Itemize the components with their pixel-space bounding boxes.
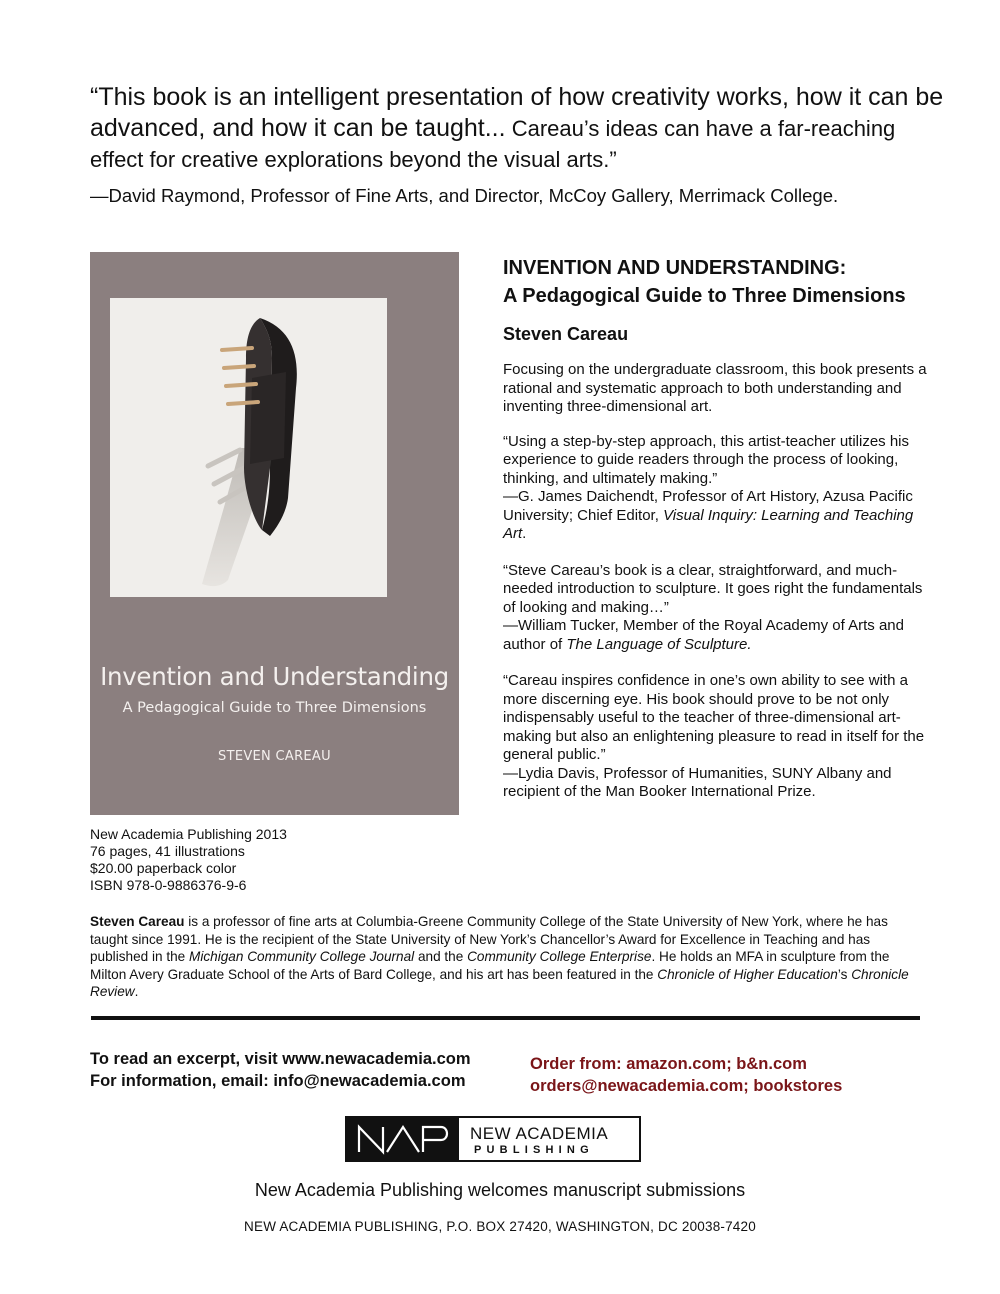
bio-text: and the	[414, 949, 468, 965]
contact-info	[90, 1048, 530, 1092]
isbn: ISBN 978-0-9886376-9-6	[90, 877, 247, 893]
reviews	[503, 361, 933, 802]
bio-italic: Community College Enterprise	[467, 949, 652, 965]
publisher-address: NEW ACADEMIA PUBLISHING, P.O. BOX 27420, WASHINGTON, DC 20038-7420	[244, 1219, 756, 1234]
review-1	[503, 433, 933, 544]
review-quote: “Using a step-by-step approach, this artist-teacher utilizes his experience to guide readers through the process of looking, thinking, and ultimately making.”	[503, 432, 910, 487]
logo-mark	[347, 1118, 459, 1160]
book-description: Focusing on the undergraduate classroom, this book presents a rational and systematic approach to both understanding and inventing three-dimensional art.	[503, 361, 927, 415]
review-2	[503, 562, 933, 655]
bio-text: .	[134, 984, 139, 1000]
logo-name: NEW ACADEMIA	[470, 1124, 609, 1143]
order-email[interactable]: orders@newacademia.com; bookstores	[530, 1077, 843, 1095]
order-sites[interactable]: Order from: amazon.com; b&n.com	[530, 1055, 807, 1073]
publisher-logo	[345, 1116, 641, 1162]
bio-italic: Michigan Community College Journal	[189, 949, 415, 965]
top-quote-attribution: —David Raymond, Professor of Fine Arts, and Director, McCoy Gallery, Merrimack College.	[90, 185, 839, 206]
bio-text: is a professor of fine arts at Columbia-Greene Community College of the State University of New York, where he has taught since 1991. He is the recipient of the State University of New York’s Chancellor’s Award for Excellence in Teaching and has published in the	[90, 914, 888, 965]
price: $20.00 paperback color	[90, 860, 237, 876]
info-email[interactable]: For information, email: info@newacademia.com	[90, 1072, 466, 1090]
cover-author: STEVEN CAREAU	[218, 749, 331, 764]
excerpt-link[interactable]: To read an excerpt, visit www.newacademia.com	[90, 1050, 471, 1068]
divider	[91, 1016, 920, 1020]
review-quote: “Careau inspires confidence in one’s own ability to see with a more discerning eye. His book should prove to be not only indispensably useful to the teacher of three-dimensional art-making but also an enlightening pleasure to read in itself for the general public.”	[503, 672, 925, 763]
book-title-line1: INVENTION AND UNDERSTANDING:	[503, 257, 847, 279]
book-author: Steven Careau	[503, 324, 629, 344]
bio-text: ’s	[837, 966, 852, 982]
book-title-line2: A Pedagogical Guide to Three Dimensions	[503, 285, 906, 307]
top-quote	[90, 82, 950, 175]
top-quote-part2: Careau’s ideas can have a far-reaching effect for creative explorations beyond the visual arts.”	[90, 116, 896, 172]
bio-text: . He holds an MFA in sculpture from the Milton Avery Graduate School of the Arts of Bard College, and his art has been featured in the	[90, 949, 890, 982]
book-details	[503, 254, 933, 813]
top-quote-part1: “This book is an intelligent presentation of how creativity works, how it can be advanced, and how it can be taught...	[90, 83, 944, 142]
review-attribution: —William Tucker, Member of the Royal Academy of Arts and author of	[503, 617, 904, 653]
submissions-note: New Academia Publishing welcomes manuscript submissions	[254, 1180, 746, 1200]
cover-title: Invention and Understanding	[100, 662, 449, 691]
order-info	[530, 1053, 950, 1097]
publisher-year: New Academia Publishing 2013	[90, 826, 287, 842]
publication-info	[90, 826, 470, 894]
cover-photo	[110, 298, 387, 597]
review-quote: “Steve Careau’s book is a clear, straightforward, and much-needed introduction to sculpture. It goes right the fundamentals of looking and making…”	[503, 561, 923, 616]
review-attribution: —Lydia Davis, Professor of Humanities, SUNY Albany and recipient of the Man Booker International Prize.	[503, 764, 892, 800]
book-cover	[90, 252, 459, 815]
nap-logo-icon	[347, 1118, 459, 1160]
review-attribution-end: .	[522, 525, 527, 542]
logo-subname: PUBLISHING	[474, 1144, 594, 1156]
review-attribution: —G. James Daichendt, Professor of Art History, Azusa Pacific University; Chief Editor,	[503, 488, 913, 524]
review-3	[503, 672, 933, 802]
book-title	[503, 254, 933, 310]
bio-italic: Chronicle of Higher Education	[657, 966, 838, 982]
bio-name: Steven Careau	[90, 914, 185, 929]
review-work: The Language of Sculpture.	[566, 635, 752, 653]
bio-italic: Chronicle Review	[90, 966, 909, 1000]
review-work: Visual Inquiry: Learning and Teaching Art	[503, 506, 914, 542]
cover-subtitle: A Pedagogical Guide to Three Dimensions	[122, 700, 427, 716]
page-count: 76 pages, 41 illustrations	[90, 843, 245, 859]
author-bio	[90, 913, 920, 1001]
